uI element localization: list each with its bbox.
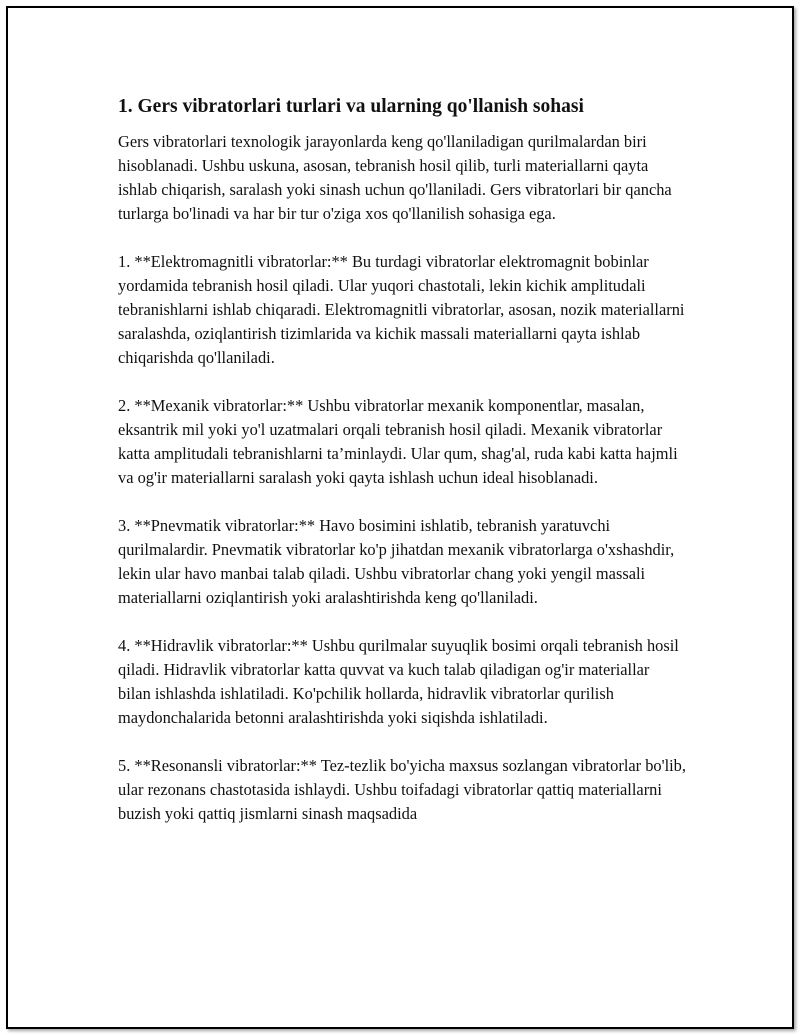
- document-body: [118, 94, 686, 850]
- paragraph-pneumatic: 3. **Pnevmatik vibratorlar:** Havo bosimini ishlatib, tebranish yaratuvchi qurilmalardir. Pnevmatik vibratorlar ko'p jihatdan mexanik vibratorlarga o'xshashdir, lekin ular havo manbai talab qiladi. Ushbu vibratorlar chang yoki yengil massali materiallarni oziqlantirish yoki aralashtirishda keng qo'llaniladi.: [118, 516, 675, 607]
- intro-paragraph: Gers vibratorlari texnologik jarayonlarda keng qo'llaniladigan qurilmalardan biri hisoblanadi. Ushbu uskuna, asosan, tebranish hosil qilib, turli materiallarni qayta ishlab chiqarish, saralash yoki sinash uchun qo'llaniladi. Gers vibratorlari bir qancha turlarga bo'linadi va har bir tur o'ziga xos qo'llanilish sohasiga ega.: [118, 132, 672, 223]
- paragraph-mechanical: 2. **Mexanik vibratorlar:** Ushbu vibratorlar mexanik komponentlar, masalan, eksantrik mil yoki yo'l uzatmalari orqali tebranish hosil qiladi. Mexanik vibratorlar katta amplitudali tebranishlarni ta’minlaydi. Ular qum, shag'al, ruda kabi katta hajmli va og'ir materiallarni saralash yoki qayta ishlash uchun ideal hisoblanadi.: [118, 396, 678, 487]
- section-heading: 1. Gers vibratorlari turlari va ularning qo'llanish sohasi: [118, 96, 584, 117]
- paragraph-electromagnetic: 1. **Elektromagnitli vibratorlar:** Bu turdagi vibratorlar elektromagnit bobinlar yordamida tebranish hosil qiladi. Ular yuqori chastotali, lekin kichik amplitudali tebranishlarni ishlab chiqaradi. Elektromagnitli vibratorlar, asosan, nozik materiallarni saralashda, oziqlantirish tizimlarida va kichik massali materiallarni qayta ishlab chiqarishda qo'llaniladi.: [118, 252, 685, 367]
- paragraph-hydraulic: 4. **Hidravlik vibratorlar:** Ushbu qurilmalar suyuqlik bosimi orqali tebranish hosil qiladi. Hidravlik vibratorlar katta quvvat va kuch talab qiladigan og'ir materiallar bilan ishlashda ishlatiladi. Ko'pchilik hollarda, hidravlik vibratorlar qurilish maydonchalarida betonni aralashtirishda yoki siqishda ishlatiladi.: [118, 636, 679, 727]
- paragraph-resonance: 5. **Resonansli vibratorlar:** Tez-tezlik bo'yicha maxsus sozlangan vibratorlar bo'lib, ular rezonans chastotasida ishlaydi. Ushbu toifadagi vibratorlar qattiq materiallarni buzish yoki qattiq jismlarni sinash maqsadida: [118, 756, 686, 823]
